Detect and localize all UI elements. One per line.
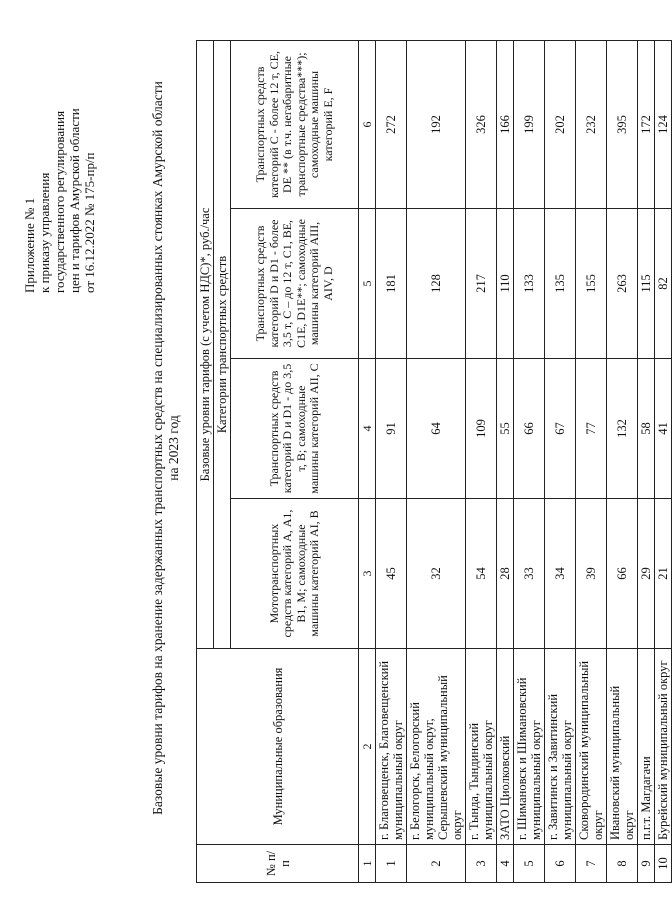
row-number: 5	[514, 845, 545, 883]
appendix-header	[22, 63, 97, 293]
row-number: 9	[638, 845, 655, 883]
col-header-no: № п/п	[197, 845, 359, 883]
municipality-name: г. Завитинск и Завитинский муниципальный округ	[545, 649, 576, 845]
tariff-cat4: 395	[607, 40, 638, 208]
tariff-cat4: 326	[466, 40, 497, 208]
table-row	[466, 40, 497, 882]
tariff-cat3: 133	[514, 209, 545, 359]
row-number: 7	[576, 845, 607, 883]
tariff-cat2: 55	[497, 359, 514, 499]
col-header-cat3: Транспортных средств категорий D и D1 - более 3,5 т, С – до 12 т, C1, BE, C1E, D1E**; самоходные машины категорий AIII, AIV, D	[231, 209, 359, 359]
tariff-cat2: 67	[545, 359, 576, 499]
tariff-cat3: 110	[497, 209, 514, 359]
tariff-cat4: 232	[576, 40, 607, 208]
municipality-name: п.г.т. Магдагачи	[638, 649, 655, 845]
table-row	[376, 40, 407, 882]
table-row	[638, 40, 655, 882]
tariff-cat4: 172	[638, 40, 655, 208]
col-header-cat2: Транспортных средств категорий D и D1 - до 3,5 т, B; самоходные машины категорий AII, C	[231, 359, 359, 499]
tariff-cat2: 91	[376, 359, 407, 499]
tariff-cat1: 33	[514, 499, 545, 649]
header-line-4: цен и тарифов Амурской области	[67, 108, 82, 293]
row-number: 4	[497, 845, 514, 883]
tariff-cat2: 109	[466, 359, 497, 499]
municipality-name: ЗАТО Циолковский	[497, 649, 514, 845]
col-header-cat4: Транспортных средств категорий С - более 12 т, CE, DE ** (в т.ч. негабаритные транспортные средства***); самоходные машины категорий E, F	[231, 40, 359, 208]
municipality-name: г. Благовещенск, Благовещенский муниципальный округ	[376, 649, 407, 845]
tariff-cat3: 181	[376, 209, 407, 359]
col-number: 2	[359, 649, 376, 845]
col-header-municipality: Муниципальные образования	[197, 649, 359, 845]
municipality-name: г. Шимановск и Шимановский муниципальный округ	[514, 649, 545, 845]
row-number: 6	[545, 845, 576, 883]
municipality-name: г. Тында, Тындинский муниципальный округ	[466, 649, 497, 845]
tariff-cat4: 199	[514, 40, 545, 208]
header-line-2: к приказу управления	[37, 172, 52, 293]
title-line-1: Базовые уровни тарифов на хранение задержанных транспортных средств на специализированных стоянках Амурской области	[150, 81, 165, 815]
title-line-2: на 2023 год	[166, 415, 181, 481]
tariff-cat1: 34	[545, 499, 576, 649]
tariff-cat3: 263	[607, 209, 638, 359]
tariff-cat1: 28	[497, 499, 514, 649]
tariff-cat1: 54	[466, 499, 497, 649]
tariff-cat3: 217	[466, 209, 497, 359]
col-number: 5	[359, 209, 376, 359]
col-header-categories: Категории транспортных средств	[214, 40, 231, 648]
header-line-3: государственного регулирования	[52, 110, 67, 293]
header-row-group	[197, 40, 214, 882]
table-row	[497, 40, 514, 882]
tariff-cat2: 66	[514, 359, 545, 499]
tariff-cat1: 39	[576, 499, 607, 649]
tariff-cat2: 77	[576, 359, 607, 499]
table-row	[545, 40, 576, 882]
tariff-cat1: 29	[638, 499, 655, 649]
table-row	[576, 40, 607, 882]
col-number: 3	[359, 499, 376, 649]
table-row	[514, 40, 545, 882]
row-number: 2	[407, 845, 466, 883]
municipality-name: Бурейский муниципальный округ	[655, 649, 672, 845]
tariff-cat2: 41	[655, 359, 672, 499]
table-row	[607, 40, 638, 882]
col-header-tariff-group: Базовые уровни тарифов (с учетом НДС)*, руб./час	[197, 40, 214, 648]
column-number-row	[359, 40, 376, 882]
tariff-cat2: 132	[607, 359, 638, 499]
tariff-cat4: 124	[655, 40, 672, 208]
header-line-1: Приложение № 1	[22, 197, 37, 293]
tariff-cat3: 82	[655, 209, 672, 359]
tariff-cat4: 192	[407, 40, 466, 208]
row-number: 10	[655, 845, 672, 883]
document-title	[150, 53, 182, 843]
tariff-cat1: 45	[376, 499, 407, 649]
municipality-name: Сковородинский муниципальный округ	[576, 649, 607, 845]
tariff-cat1: 32	[407, 499, 466, 649]
tariff-table	[196, 40, 672, 883]
tariff-cat4: 272	[376, 40, 407, 208]
row-number: 8	[607, 845, 638, 883]
table-row	[407, 40, 466, 882]
municipality-name: г. Белогорск, Белогорский муниципальный округ, Серышевский муниципальный округ	[407, 649, 466, 845]
col-number: 4	[359, 359, 376, 499]
tariff-cat1: 21	[655, 499, 672, 649]
tariff-cat3: 135	[545, 209, 576, 359]
col-number: 6	[359, 40, 376, 208]
col-header-cat1: Мототранспортных средств категорий А, А1, В1, M; самоходные машины категорий AI, B	[231, 499, 359, 649]
row-number: 1	[376, 845, 407, 883]
municipality-name: Ивановский муниципальный округ	[607, 649, 638, 845]
tariff-cat4: 202	[545, 40, 576, 208]
tariff-cat3: 155	[576, 209, 607, 359]
table-row	[655, 40, 672, 882]
tariff-cat1: 66	[607, 499, 638, 649]
header-line-5: от 16.12.2022 № 175-пр/п	[82, 152, 97, 293]
row-number: 3	[466, 845, 497, 883]
tariff-cat2: 64	[407, 359, 466, 499]
tariff-cat3: 128	[407, 209, 466, 359]
tariff-cat4: 166	[497, 40, 514, 208]
tariff-cat3: 115	[638, 209, 655, 359]
tariff-cat2: 58	[638, 359, 655, 499]
col-number: 1	[359, 845, 376, 883]
